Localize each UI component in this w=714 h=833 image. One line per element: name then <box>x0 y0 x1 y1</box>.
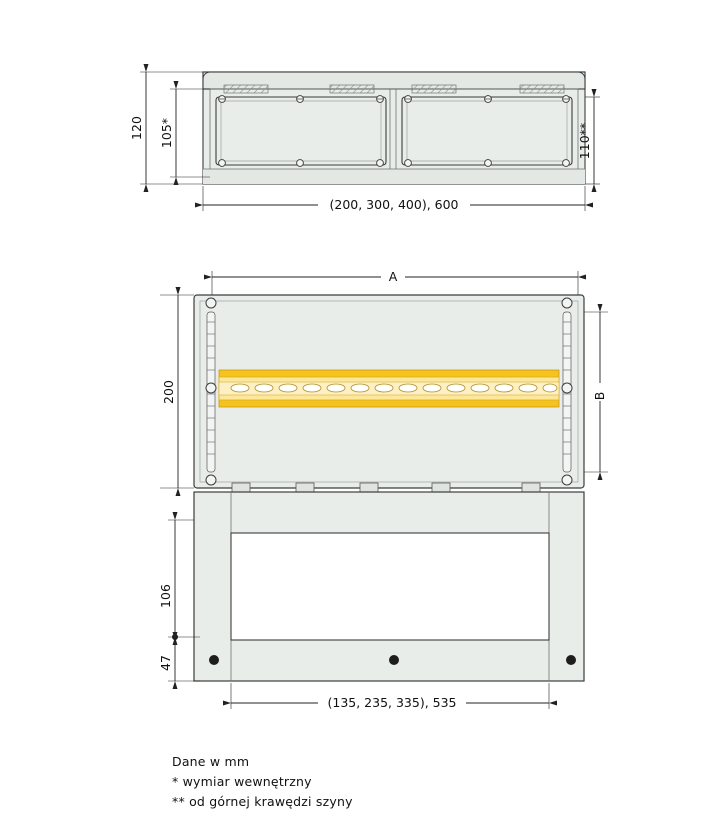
dim-bottom-window-height: 106 <box>158 584 173 608</box>
legend-notes <box>172 752 592 812</box>
view-front <box>160 268 612 488</box>
legend-line-2: * wymiar wewnętrzny <box>172 774 312 789</box>
dim-bottom-offset: 47 <box>158 655 173 671</box>
legend-line-1: Dane w mm <box>172 754 250 769</box>
view-bottom <box>158 483 584 711</box>
dim-top-width-options: (200, 300, 400), 600 <box>329 197 459 212</box>
dim-top-overall-height: 120 <box>129 116 144 140</box>
dim-front-height-200: 200 <box>161 380 176 404</box>
view-top-section <box>129 72 600 213</box>
dim-front-width-A: A <box>388 269 398 284</box>
dim-top-rail-height: 110** <box>577 122 592 160</box>
dim-top-inner-height: 105* <box>159 117 174 149</box>
dim-bottom-width-options: (135, 235, 335), 535 <box>327 695 457 710</box>
dim-front-height-B: B <box>592 391 607 401</box>
legend-line-3: ** od górnej krawędzi szyny <box>172 794 353 809</box>
